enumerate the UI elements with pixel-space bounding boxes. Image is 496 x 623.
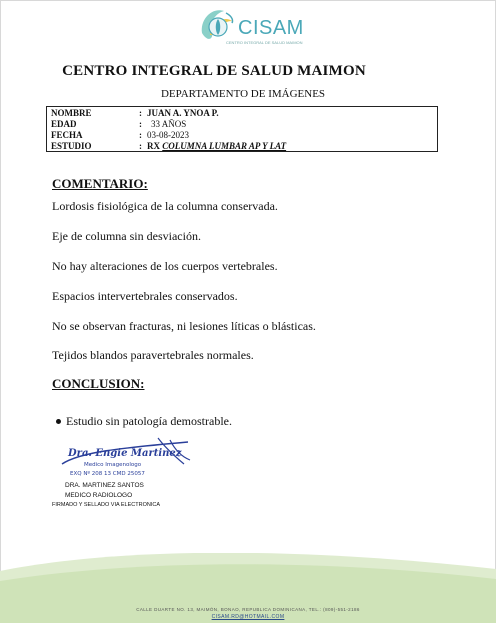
conclusion-text: Estudio sin patología demostrable. (66, 414, 232, 428)
doctor-title: MEDICO RADIOLOGO (65, 492, 133, 499)
study-type (147, 141, 286, 152)
info-label: FECHA (51, 130, 83, 140)
comment-line: No se observan fracturas, ni lesiones líticas o blásticas. (52, 319, 316, 333)
conclusion-heading: CONCLUSION: (52, 376, 145, 391)
signature-note: FIRMADO Y SELLADO VIA ELECTRONICA (52, 502, 160, 508)
footer-address: CALLE DUARTE NO. 13, MAIMÓN, BONAO, REPUBLICA DOMINICANA, TEL.: (809)-551-2186 (136, 607, 360, 612)
footer-email-link[interactable]: CISAM.RD@HOTMAIL.COM (211, 614, 285, 620)
comment-heading: COMENTARIO: (52, 176, 148, 191)
logo-name: CISAM (238, 17, 304, 39)
patient-info-box (46, 106, 438, 152)
patient-age: 33 AÑOS (151, 119, 187, 129)
stamp-name: Dra. Engie Martinez (68, 448, 182, 459)
cisam-logo (196, 5, 306, 51)
logo-tagline: CENTRO INTEGRAL DE SALUD MAIMON (226, 40, 303, 45)
comment-line: Eje de columna sin desviación. (52, 229, 201, 243)
stamp-exq: EXQ Nº 208 13 CMD 25057 (70, 471, 145, 477)
stamp-title: Medico Imagenologo (84, 462, 142, 468)
study-date: 03-08-2023 (147, 130, 189, 140)
department-title: DEPARTAMENTO DE IMÁGENES (160, 88, 326, 100)
footer-wave (0, 553, 496, 623)
comment-line: Tejidos blandos paravertebrales normales. (52, 348, 254, 362)
patient-name: JUAN A. YNOA P. (147, 108, 219, 118)
study-name: COLUMNA LUMBAR AP Y LAT (162, 141, 287, 151)
info-separator: : (139, 119, 142, 129)
comment-line: Espacios intervertebrales conservados. (52, 289, 238, 303)
comment-line: Lordosis fisiológica de la columna conservada. (52, 199, 278, 213)
info-separator: : (139, 108, 142, 118)
signature-stamp (60, 434, 200, 484)
info-label: ESTUDIO (51, 141, 92, 151)
comment-line: No hay alteraciones de los cuerpos vertebrales. (52, 259, 278, 273)
conclusion-item (66, 414, 232, 429)
info-label: EDAD (51, 119, 77, 129)
doctor-name: DRA. MARTINEZ SANTOS (65, 482, 144, 489)
info-label: NOMBRE (51, 108, 92, 118)
info-separator: : (139, 141, 142, 151)
clinic-title: CENTRO INTEGRAL DE SALUD MAIMON (62, 63, 366, 79)
bullet-icon (56, 419, 61, 424)
doctor-block (65, 481, 144, 501)
info-separator: : (139, 130, 142, 140)
study-prefix: RX (147, 141, 160, 151)
